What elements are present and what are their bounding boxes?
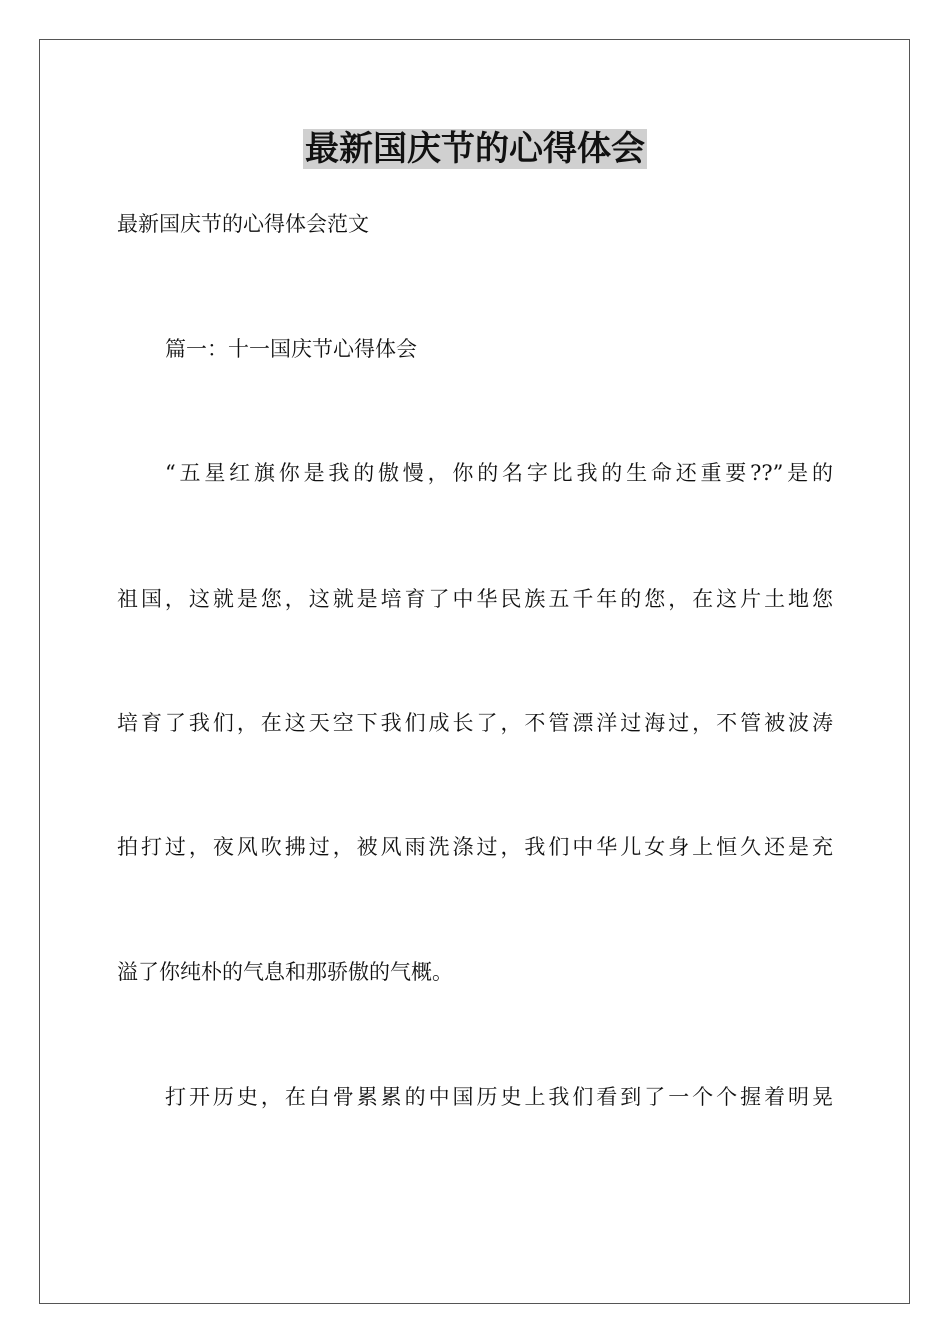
document-subtitle: 最新国庆节的心得体会范文	[117, 212, 369, 236]
paragraph-line: 培育了我们，在这天空下我们成长了，不管漂洋过海过，不管被波涛	[117, 711, 833, 735]
paragraph-line: “五星红旗你是我的傲慢，你的名字比我的生命还重要??”是的	[165, 461, 833, 485]
paragraph-line: 拍打过，夜风吹拂过，被风雨洗涤过，我们中华儿女身上恒久还是充	[117, 835, 833, 859]
section-heading: 篇一：十一国庆节心得体会	[165, 337, 417, 361]
paragraph-line: 祖国，这就是您，这就是培育了中华民族五千年的您，在这片土地您	[117, 587, 833, 611]
paragraph-line: 溢了你纯朴的气息和那骄傲的气概。	[117, 960, 453, 984]
document-title	[0, 126, 950, 172]
paragraph-line: 打开历史，在白骨累累的中国历史上我们看到了一个个握着明晃	[165, 1085, 833, 1109]
title-highlight: 最新国庆节的心得体会	[305, 129, 645, 169]
